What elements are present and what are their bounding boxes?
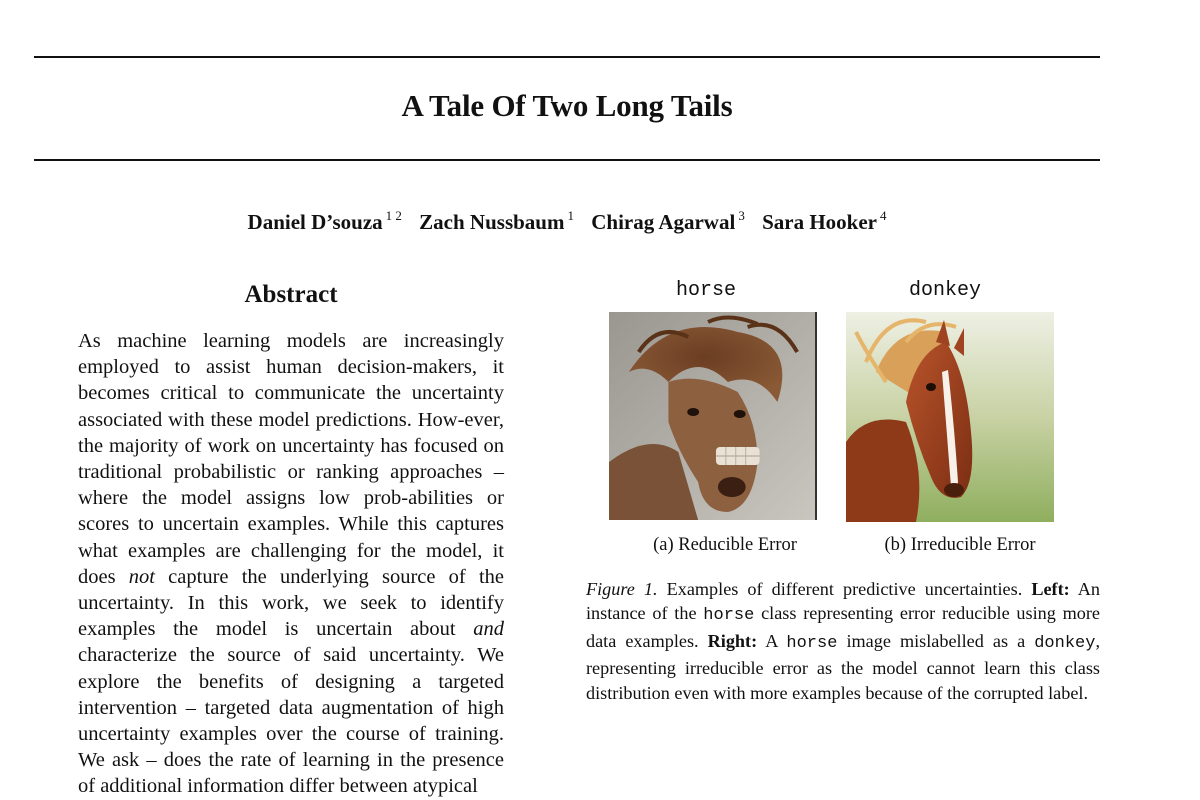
abstract-text: capture the underlying source of the uncertainty. In this work, we seek to identify examples the model is uncertain about bbox=[78, 565, 504, 641]
abstract-emphasis: not bbox=[128, 565, 155, 588]
abstract-text: As machine learning models are increasingly employed to assist human decision-makers, it becomes critical to communicate the uncertainty associated with these model predictions. How-ever, the majority of work on uncertainty has focused on traditional probabilistic or ranking approaches – where the model assigns low prob-abilities or scores to uncertain examples. While this captures what examples are challenging for the model, it does bbox=[78, 330, 504, 588]
caption-text: Examples of different predictive uncertainties. bbox=[657, 579, 1032, 599]
author-affiliation: 1 bbox=[567, 208, 574, 223]
abstract-heading: Abstract bbox=[244, 281, 338, 308]
caption-code: donkey bbox=[1034, 633, 1096, 653]
bottom-rule bbox=[34, 159, 1100, 161]
caption-code: horse bbox=[703, 606, 755, 626]
author-name: Zach Nussbaum bbox=[419, 210, 565, 234]
abstract-emphasis: and bbox=[473, 618, 504, 641]
author-name: Daniel D’souza bbox=[247, 210, 383, 234]
author bbox=[419, 210, 574, 234]
author-name: Chirag Agarwal bbox=[591, 210, 736, 234]
figure-caption bbox=[586, 577, 1100, 705]
caption-text: An instance of the bbox=[586, 579, 1100, 624]
caption-code: horse bbox=[786, 633, 838, 653]
caption-text: , representing irreducible error as the model cannot learn this class distribution even with more examples because of the corrupted label. bbox=[586, 630, 1100, 703]
author-affiliation: 3 bbox=[738, 208, 745, 223]
image-label-horse: horse bbox=[675, 279, 736, 302]
caption-text: A bbox=[757, 630, 787, 651]
subcaption-a: (a) Reducible Error bbox=[653, 535, 797, 555]
author bbox=[591, 210, 745, 234]
caption-left-label: Left: bbox=[1031, 579, 1070, 599]
caption-text: image mislabelled as a bbox=[837, 630, 1035, 651]
figure-label: Figure 1. bbox=[586, 579, 658, 599]
caption-right-label: Right: bbox=[707, 630, 758, 651]
author-name: Sara Hooker bbox=[762, 210, 877, 234]
author-affiliation: 1 2 bbox=[385, 208, 402, 223]
abstract-text: characterize the source of said uncertainty. We explore the benefits of designing a targeted intervention – targeted data augmentation of high uncertainty examples over the course of training. We ask – does the rate of learning in the presence of additional information differ between atypical bbox=[78, 644, 504, 798]
top-rule bbox=[34, 56, 1100, 58]
horse-photo bbox=[609, 312, 817, 520]
horse-photo-mislabelled bbox=[846, 312, 1054, 522]
caption-text: class representing error reducible using more data examples. bbox=[586, 603, 1100, 651]
author bbox=[248, 210, 402, 234]
author bbox=[762, 210, 886, 234]
image-label-donkey: donkey bbox=[908, 279, 981, 302]
abstract-body bbox=[78, 328, 504, 800]
subcaption-b: (b) Irreducible Error bbox=[884, 535, 1036, 555]
author-affiliation: 4 bbox=[879, 208, 887, 223]
author-list bbox=[34, 208, 1100, 235]
paper-title: A Tale Of Two Long Tails bbox=[401, 88, 733, 123]
